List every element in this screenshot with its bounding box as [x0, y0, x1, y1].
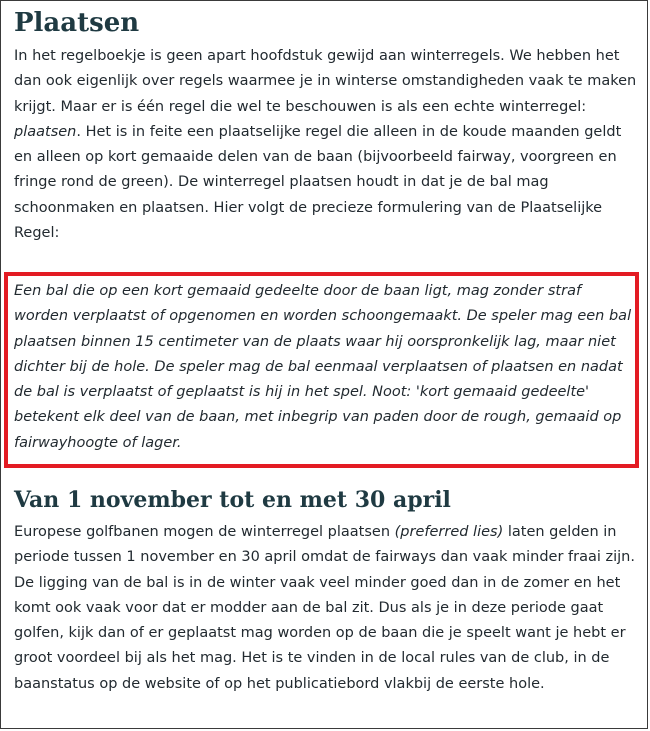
- intro-paragraph: [14, 44, 638, 246]
- intro-text-start: In het regelboekje is geen apart hoofdstuk gewijd aan winterregels. We hebben het dan ook eigenlijk over regels waarmee je in winterse omstandigheden vaak te maken krijgt. Maar er is één regel die wel te beschouwen is als een echte winterregel:: [14, 48, 637, 115]
- section-plaatsen: [14, 0, 638, 246]
- local-rule-quote: Een bal die op een kort gemaaid gedeelte door de baan ligt, mag zonder straf worden verplaatst of opgenomen en worden schoongemaakt. De speler mag een bal plaatsen binnen 15 centimeter van de plaats waar hij oorspronkelijk lag, maar niet dichter bij de hole. De speler mag de bal eenmaal verplaatsen of plaatsen en nadat de bal is verplaatst of geplaatst is hij in het spel. Noot: 'kort gemaaid gedeelte' betekent elk deel van de baan, met inbegrip van paden door de rough, gemaaid op fairwayhoogte of lager.: [14, 283, 632, 451]
- period-text-end: laten gelden in periode tussen 1 november en 30 april omdat de fairways dan vaak minder fraai zijn. De ligging van de bal is in de winter vaak veel minder goed dan in de zomer en het komt ook vaak voor dat er modder aan de bal zit. Dus als je in deze periode gaat golfen, kijk dan of er geplaatst mag worden op de baan die je speelt want je hebt er groot voordeel bij als het mag. Het is te vinden in de local rules van de club, in de baanstatus op de website of op het publicatiebord vlakbij de eerste hole.: [14, 524, 635, 692]
- section-title-plaatsen: Plaatsen: [14, 8, 140, 38]
- section-period: [14, 486, 638, 697]
- period-text-start: Europese golfbanen mogen de winterregel plaatsen: [14, 524, 395, 540]
- intro-emphasis: plaatsen: [14, 123, 77, 140]
- period-paragraph: [14, 520, 638, 697]
- intro-text-end: . Het is in feite een plaatselijke regel die alleen in de koude maanden geldt en alleen op kort gemaaide delen van de baan (bijvoorbeeld fairway, voorgreen en fringe rond de green). De winterregel plaatsen houdt in dat je de bal mag schoonmaken en plaatsen. Hier volgt de precieze formulering van de Plaatselijke Regel:: [14, 123, 622, 242]
- section-title-period: Van 1 november tot en met 30 april: [14, 487, 451, 513]
- period-emphasis: (preferred lies): [394, 524, 504, 540]
